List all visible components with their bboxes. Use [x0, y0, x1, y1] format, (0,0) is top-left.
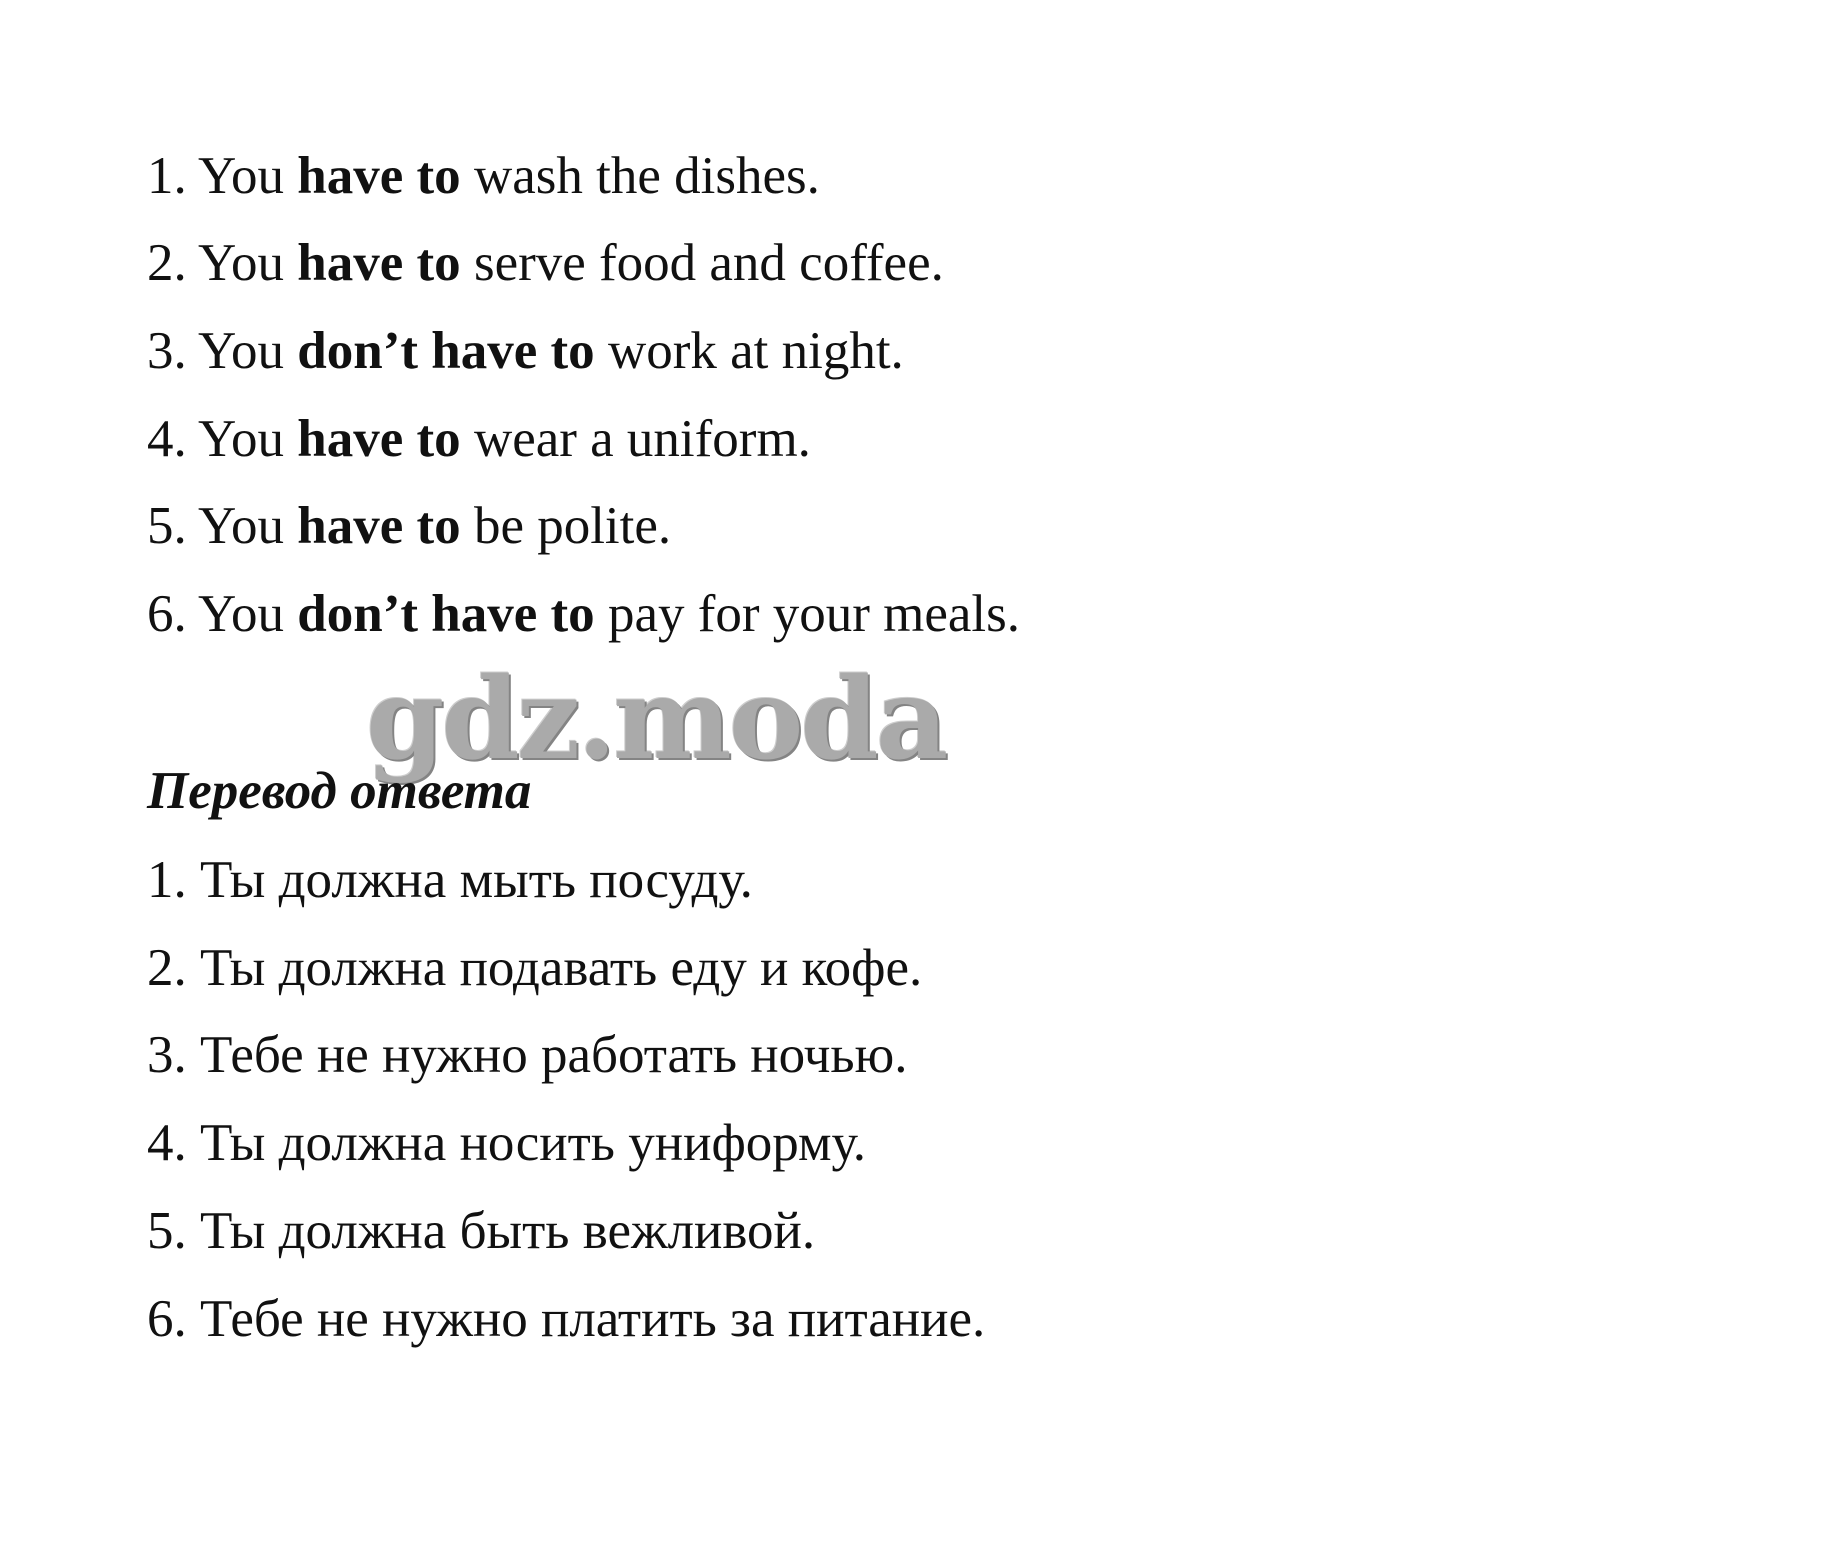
- answer-line-5: [147, 494, 671, 558]
- answer-number: 2.: [147, 234, 187, 292]
- watermark-logo: gdz.moda: [366, 654, 946, 785]
- answer-modal: have to: [297, 147, 461, 205]
- translation-line-1: 1. Ты должна мыть посуду.: [147, 851, 753, 909]
- answer-subject: You: [198, 234, 285, 292]
- answer-number: 3.: [147, 322, 187, 380]
- answer-rest: serve food and coffee.: [473, 234, 944, 292]
- answer-rest: be polite.: [473, 497, 672, 555]
- answer-rest: work at night.: [607, 322, 904, 380]
- answer-number: 4.: [147, 410, 187, 468]
- translation-line-3: 3. Тебе не нужно работать ночью.: [147, 1026, 908, 1084]
- answer-line-1: [147, 144, 820, 208]
- answer-modal: have to: [297, 234, 461, 292]
- answer-rest: wear a uniform.: [473, 410, 811, 468]
- answer-rest: pay for your meals.: [607, 585, 1021, 643]
- answer-subject: You: [198, 147, 285, 205]
- answer-modal: have to: [297, 410, 461, 468]
- answer-line-2: [147, 231, 944, 295]
- translation-heading: Перевод ответа: [147, 762, 532, 820]
- answer-modal: don’t have to: [297, 322, 595, 380]
- answer-subject: You: [198, 497, 285, 555]
- answer-subject: You: [198, 322, 285, 380]
- answer-number: 5.: [147, 497, 187, 555]
- translation-line-5: 5. Ты должна быть вежливой.: [147, 1202, 816, 1260]
- answer-modal: have to: [297, 497, 461, 555]
- answer-subject: You: [198, 585, 285, 643]
- answer-number: 1.: [147, 147, 187, 205]
- answer-line-6: [147, 582, 1020, 646]
- answer-modal: don’t have to: [297, 585, 595, 643]
- translation-line-6: 6. Тебе не нужно платить за питание.: [147, 1290, 986, 1348]
- translation-line-4: 4. Ты должна носить униформу.: [147, 1114, 866, 1172]
- translation-line-2: 2. Ты должна подавать еду и кофе.: [147, 939, 923, 997]
- answer-number: 6.: [147, 585, 187, 643]
- answer-line-3: [147, 319, 904, 383]
- answer-rest: wash the dishes.: [473, 147, 820, 205]
- answer-line-4: [147, 407, 811, 471]
- answer-subject: You: [198, 410, 285, 468]
